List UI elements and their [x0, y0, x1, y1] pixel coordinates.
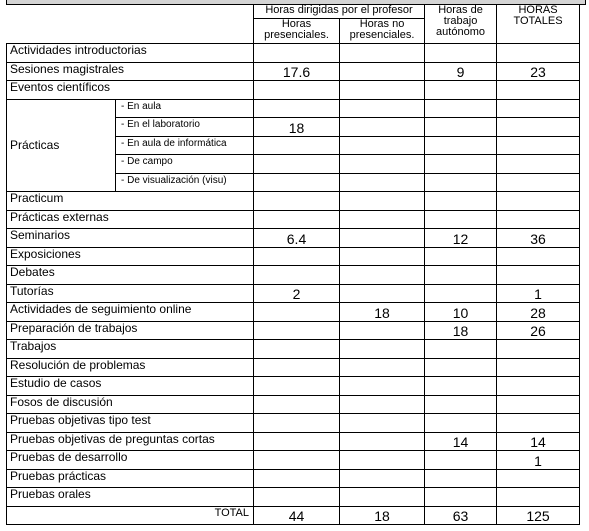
cell-horas-totales: 1 — [497, 451, 580, 470]
cell-horas-autonomo — [425, 210, 497, 229]
activity-label: Actividades introductorias — [7, 44, 254, 63]
practicas-sub-label: - En aula — [116, 99, 254, 118]
cell-horas-presenciales — [254, 395, 340, 414]
cell-horas-totales: 28 — [497, 303, 580, 322]
practicas-sub-label: - En aula de informática — [116, 136, 254, 155]
cell-horas-autonomo — [425, 173, 497, 192]
cell-horas-autonomo — [425, 136, 497, 155]
cell-horas-totales — [497, 266, 580, 285]
table-row — [7, 340, 580, 359]
cell-horas-no-presenciales — [340, 340, 425, 359]
cell-horas-presenciales: 18 — [254, 118, 340, 137]
cell-horas-presenciales — [254, 247, 340, 266]
cell-horas-autonomo — [425, 469, 497, 488]
activity-label: Preparación de trabajos — [7, 321, 254, 340]
header-row-1 — [7, 5, 580, 19]
cell-horas-presenciales — [254, 192, 340, 211]
cell-horas-no-presenciales — [340, 155, 425, 174]
practicas-sub-label: - De visualización (visu) — [116, 173, 254, 192]
cell-horas-presenciales — [254, 266, 340, 285]
table-row — [7, 321, 580, 340]
cell-horas-autonomo — [425, 118, 497, 137]
table-row — [7, 469, 580, 488]
cell-horas-autonomo: 9 — [425, 62, 497, 81]
cell-horas-totales: 23 — [497, 62, 580, 81]
cell-horas-autonomo — [425, 266, 497, 285]
cell-horas-no-presenciales — [340, 118, 425, 137]
activity-label: Pruebas objetivas tipo test — [7, 414, 254, 433]
cell-horas-totales — [497, 173, 580, 192]
cell-horas-presenciales — [254, 321, 340, 340]
cell-horas-no-presenciales — [340, 210, 425, 229]
activity-label: Estudio de casos — [7, 377, 254, 396]
cell-horas-no-presenciales — [340, 284, 425, 303]
cell-horas-autonomo — [425, 414, 497, 433]
cell-horas-totales: 1 — [497, 284, 580, 303]
cell-horas-presenciales — [254, 358, 340, 377]
table-row — [7, 247, 580, 266]
total-row — [7, 506, 580, 525]
cell-horas-totales: 26 — [497, 321, 580, 340]
table-row — [7, 358, 580, 377]
cell-horas-autonomo — [425, 247, 497, 266]
table-row — [7, 81, 580, 100]
cell-horas-totales: 36 — [497, 229, 580, 248]
cell-horas-no-presenciales — [340, 358, 425, 377]
cell-horas-no-presenciales — [340, 266, 425, 285]
cell-horas-presenciales — [254, 451, 340, 470]
activity-label: Actividades de seguimiento online — [7, 303, 254, 322]
cell-horas-no-presenciales — [340, 192, 425, 211]
table-row — [7, 266, 580, 285]
cell-horas-totales — [497, 247, 580, 266]
cell-horas-autonomo — [425, 155, 497, 174]
cell-horas-totales — [497, 358, 580, 377]
cell-horas-totales — [497, 44, 580, 63]
activity-label: Pruebas objetivas de preguntas cortas — [7, 432, 254, 451]
activity-label: Eventos científicos — [7, 81, 254, 100]
cell-horas-autonomo — [425, 284, 497, 303]
cell-horas-totales — [497, 210, 580, 229]
cell-horas-no-presenciales — [340, 321, 425, 340]
cell-horas-no-presenciales — [340, 395, 425, 414]
cell-horas-totales — [497, 469, 580, 488]
cell-horas-presenciales — [254, 432, 340, 451]
cell-horas-no-presenciales — [340, 81, 425, 100]
cell-horas-autonomo — [425, 488, 497, 507]
activity-label: Pruebas de desarrollo — [7, 451, 254, 470]
cell-horas-presenciales — [254, 210, 340, 229]
cell-horas-totales — [497, 192, 580, 211]
table-row — [7, 44, 580, 63]
cell-horas-totales — [497, 136, 580, 155]
table-row — [7, 488, 580, 507]
cell-horas-presenciales — [254, 81, 340, 100]
table-row — [7, 284, 580, 303]
cell-horas-no-presenciales: 18 — [340, 506, 425, 525]
activity-label: Trabajos — [7, 340, 254, 359]
activity-label: Fosos de discusión — [7, 395, 254, 414]
hours-table — [6, 4, 580, 525]
cell-horas-presenciales: 44 — [254, 506, 340, 525]
cell-horas-autonomo — [425, 377, 497, 396]
cell-horas-totales — [497, 118, 580, 137]
cell-horas-no-presenciales — [340, 432, 425, 451]
cell-horas-autonomo: 63 — [425, 506, 497, 525]
total-label: TOTAL — [7, 506, 254, 525]
cell-horas-totales — [497, 340, 580, 359]
cell-horas-totales — [497, 414, 580, 433]
cell-horas-no-presenciales — [340, 99, 425, 118]
cell-horas-presenciales: 6.4 — [254, 229, 340, 248]
cell-horas-autonomo — [425, 192, 497, 211]
cell-horas-autonomo — [425, 99, 497, 118]
cell-horas-totales — [497, 99, 580, 118]
header-horas-totales: HORAS TOTALES — [497, 5, 580, 44]
activity-label: Resolución de problemas — [7, 358, 254, 377]
cell-horas-presenciales — [254, 136, 340, 155]
table-row — [7, 62, 580, 81]
header-presenciales: Horas presenciales. — [254, 19, 340, 44]
cell-horas-no-presenciales — [340, 377, 425, 396]
cell-horas-autonomo — [425, 340, 497, 359]
activity-label: Pruebas prácticas — [7, 469, 254, 488]
cell-horas-no-presenciales: 18 — [340, 303, 425, 322]
cell-horas-totales — [497, 488, 580, 507]
header-group-profesor: Horas dirigidas por el profesor — [254, 5, 425, 19]
cell-horas-presenciales — [254, 173, 340, 192]
cell-horas-totales — [497, 377, 580, 396]
cell-horas-no-presenciales — [340, 229, 425, 248]
cell-horas-no-presenciales — [340, 488, 425, 507]
cell-horas-autonomo: 10 — [425, 303, 497, 322]
header-no-presenciales: Horas no presenciales. — [340, 19, 425, 44]
table-row — [7, 432, 580, 451]
table-row — [7, 451, 580, 470]
activity-label: Prácticas externas — [7, 210, 254, 229]
cell-horas-presenciales: 17.6 — [254, 62, 340, 81]
cell-horas-presenciales — [254, 44, 340, 63]
cell-horas-totales: 14 — [497, 432, 580, 451]
cell-horas-presenciales — [254, 488, 340, 507]
cell-horas-no-presenciales — [340, 136, 425, 155]
cell-horas-totales — [497, 81, 580, 100]
activity-label: Debates — [7, 266, 254, 285]
header-empty-cell — [7, 5, 254, 44]
table-row — [7, 395, 580, 414]
cell-horas-presenciales — [254, 303, 340, 322]
cell-horas-autonomo — [425, 358, 497, 377]
cell-horas-autonomo — [425, 44, 497, 63]
cell-horas-no-presenciales — [340, 414, 425, 433]
cell-horas-presenciales — [254, 469, 340, 488]
cell-horas-no-presenciales — [340, 451, 425, 470]
cell-horas-autonomo — [425, 395, 497, 414]
table-row — [7, 192, 580, 211]
table-row-practicas — [7, 99, 580, 118]
cell-horas-presenciales — [254, 155, 340, 174]
activity-label-practicas: Prácticas — [7, 99, 116, 192]
cell-horas-totales — [497, 155, 580, 174]
cell-horas-no-presenciales — [340, 173, 425, 192]
activity-label: Exposiciones — [7, 247, 254, 266]
activity-label: Tutorías — [7, 284, 254, 303]
cell-horas-presenciales — [254, 377, 340, 396]
cell-horas-autonomo: 12 — [425, 229, 497, 248]
cell-horas-no-presenciales — [340, 44, 425, 63]
table-row — [7, 377, 580, 396]
practicas-sub-label: - En el laboratorio — [116, 118, 254, 137]
cell-horas-autonomo: 18 — [425, 321, 497, 340]
activity-label: Seminarios — [7, 229, 254, 248]
activity-label: Sesiones magistrales — [7, 62, 254, 81]
cell-horas-totales — [497, 395, 580, 414]
cell-horas-totales: 125 — [497, 506, 580, 525]
header-trabajo-autonomo: Horas de trabajo autónomo — [425, 5, 497, 44]
cell-horas-presenciales — [254, 99, 340, 118]
table-row — [7, 414, 580, 433]
cell-horas-presenciales — [254, 340, 340, 359]
cell-horas-autonomo: 14 — [425, 432, 497, 451]
cell-horas-no-presenciales — [340, 247, 425, 266]
cell-horas-presenciales: 2 — [254, 284, 340, 303]
cell-horas-autonomo — [425, 451, 497, 470]
practicas-sub-label: - De campo — [116, 155, 254, 174]
cell-horas-no-presenciales — [340, 469, 425, 488]
table-row — [7, 303, 580, 322]
cell-horas-presenciales — [254, 414, 340, 433]
table-row — [7, 210, 580, 229]
cell-horas-autonomo — [425, 81, 497, 100]
activity-label: Practicum — [7, 192, 254, 211]
table-row — [7, 229, 580, 248]
cell-horas-no-presenciales — [340, 62, 425, 81]
activity-label: Pruebas orales — [7, 488, 254, 507]
